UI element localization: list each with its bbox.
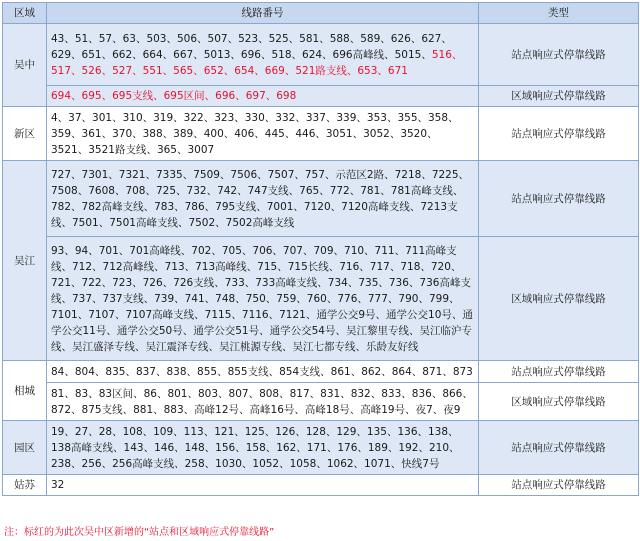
routes-new-text: 694、695、695支线、695区间、696、697、698 <box>51 90 297 102</box>
type-cell: 站点响应式停靠线路 <box>479 24 639 86</box>
footnote: 注：标红的为此次吴中区新增的“站点和区域响应式停靠线路” <box>4 527 275 538</box>
table-row <box>3 237 639 361</box>
table-row <box>3 24 639 86</box>
table-row <box>3 107 639 161</box>
routes-cell: 81、83、83区间、86、801、803、807、808、817、831、832、833、836、866、872、875支线、881、883、高峰12号、高峰16号、高峰18号、高峰19号、夜7、夜9 <box>47 383 479 421</box>
header-row <box>3 3 639 24</box>
type-cell: 站点响应式停靠线路 <box>479 161 639 237</box>
routes-cell <box>47 24 479 86</box>
type-cell: 站点响应式停靠线路 <box>479 421 639 475</box>
table-row <box>3 361 639 383</box>
district-cell: 园区 <box>3 421 47 475</box>
type-cell: 区域响应式停靠线路 <box>479 86 639 107</box>
district-cell: 吴江 <box>3 161 47 361</box>
route-table <box>2 2 639 496</box>
routes-cell: 32 <box>47 475 479 496</box>
routes-cell: 727、7301、7321、7335、7509、7506、7507、757、示范区2路、7218、7225、7508、7608、708、725、732、742、747支线、765、772、781、781高峰支线、782、782高峰支线、783、786、795支线、7001、7120、7120高峰支线、7213支线、7501、7501高峰支线、7502、7502高峰支线 <box>47 161 479 237</box>
district-cell: 吴中 <box>3 24 47 107</box>
header-district: 区域 <box>3 3 47 24</box>
table-row <box>3 421 639 475</box>
district-cell: 新区 <box>3 107 47 161</box>
type-cell: 站点响应式停靠线路 <box>479 361 639 383</box>
header-routes: 线路番号 <box>47 3 479 24</box>
route-table-page <box>0 2 640 541</box>
table-row <box>3 161 639 237</box>
type-cell: 区域响应式停靠线路 <box>479 237 639 361</box>
routes-cell <box>47 86 479 107</box>
routes-cell: 19、27、28、108、109、113、121、125、126、128、129、135、136、138、138高峰支线、143、146、148、156、158、162、171、176、189、192、210、238、256、256高峰支线、258、1030、1052、1058、1062、1071、快线7号 <box>47 421 479 475</box>
routes-new-text: 516、517、526、527、551、565、652、654、669、521路支线、653、671 <box>51 48 463 77</box>
district-cell: 姑苏 <box>3 475 47 496</box>
table-row <box>3 475 639 496</box>
district-cell: 相城 <box>3 361 47 421</box>
type-cell: 区域响应式停靠线路 <box>479 383 639 421</box>
type-cell: 站点响应式停靠线路 <box>479 475 639 496</box>
routes-cell: 84、804、835、837、838、855、855支线、854支线、861、862、864、871、873 <box>47 361 479 383</box>
table-row <box>3 86 639 107</box>
routes-cell: 4、37、301、310、319、322、323、330、332、337、339、353、355、358、359、361、370、388、389、400、406、445、446、3051、3052、3520、3521、3521路支线、365、3007 <box>47 107 479 161</box>
header-type: 类型 <box>479 3 639 24</box>
routes-cell: 93、94、701、701高峰线、702、705、706、707、709、710、711、711高峰支线、712、712高峰线、713、713高峰线、715、715长线、716、717、718、720、721、722、723、726、726支线、733、733高峰支线、734、735、736、736高峰支线、737、737支线、739、741、748、750、759、760、776、777、790、799、7101、7107、7107高峰支线、7115、7116、7121、通学公交9号、通学公交10号、通学公交11号、通学公交50号、通学公交51号、通学公交54号、吴江黎里专线、吴江临沪专线、吴江盛泽专线、吴江震泽专线、吴江桃源专线、吴江七都专线、乐龄友好线 <box>47 237 479 361</box>
table-row <box>3 383 639 421</box>
type-cell: 站点响应式停靠线路 <box>479 107 639 161</box>
routes-text: 43、51、57、63、503、506、507、523、525、581、588、589、626、627、629、651、662、664、667、5013、696、518、624、696高峰线、5015、 <box>51 32 452 61</box>
